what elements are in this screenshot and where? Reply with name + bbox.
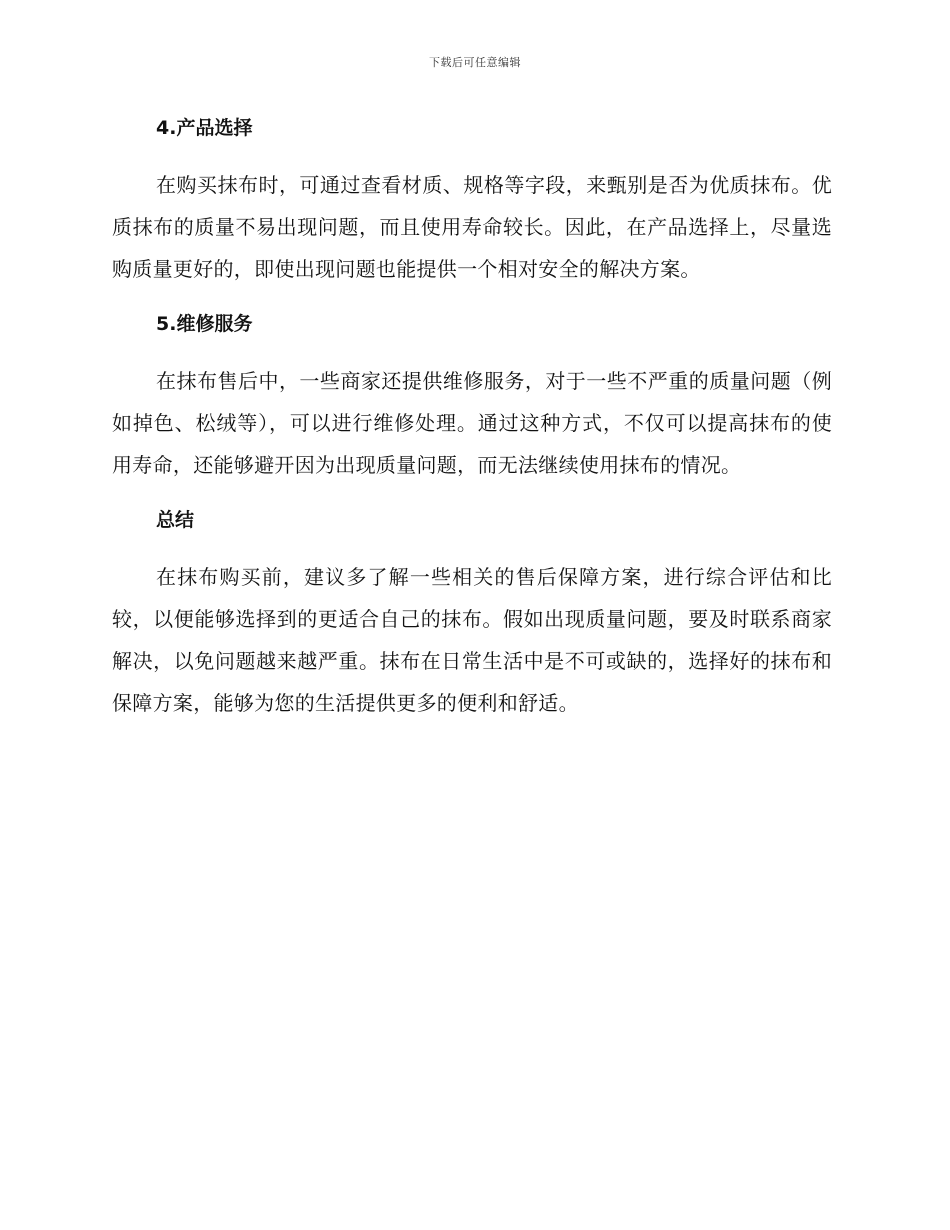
document-body [112, 108, 832, 724]
paragraph-summary: 在抹布购买前，建议多了解一些相关的售后保障方案，进行综合评估和比较，以便能够选择到的更适合自己的抹布。假如出现质量问题，要及时联系商家解决，以免问题越来越严重。抹布在日常生活中是不可或缺的，选择好的抹布和保障方案，能够为您的生活提供更多的便利和舒适。 [112, 565, 832, 715]
section-heading-repair-service: 5.维修服务 [156, 313, 253, 335]
section-heading-product-selection: 4.产品选择 [156, 117, 253, 139]
page-header: 下载后可任意编辑 [429, 56, 521, 69]
paragraph-repair-service: 在抹布售后中，一些商家还提供维修服务，对于一些不严重的质量问题（例如掉色、松绒等），可以进行维修处理。通过这种方式，不仅可以提高抹布的使用寿命，还能够避开因为出现质量问题，而无法继续使用抹布的情况。 [112, 369, 832, 477]
section-heading-summary: 总结 [156, 509, 195, 531]
paragraph-product-selection: 在购买抹布时，可通过查看材质、规格等字段，来甄别是否为优质抹布。优质抹布的质量不易出现问题，而且使用寿命较长。因此，在产品选择上，尽量选购质量更好的，即使出现问题也能提供一个相对安全的解决方案。 [112, 173, 832, 281]
